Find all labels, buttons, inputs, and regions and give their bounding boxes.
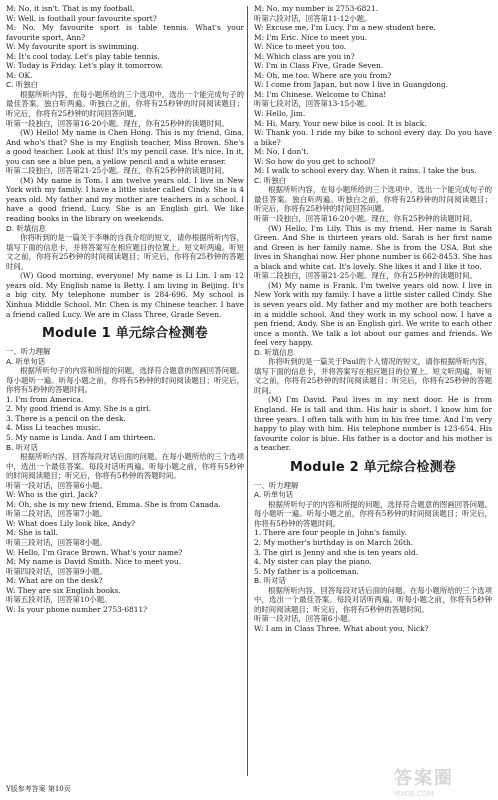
right-bottom-text — [254, 481, 492, 634]
right-top-text — [254, 4, 495, 453]
text-line: W: So how do you get to school? — [254, 156, 375, 166]
text-line: W: My favourite sport is swimming. — [6, 42, 140, 52]
column-divider — [247, 6, 248, 776]
right-column — [254, 4, 495, 633]
text-line: 你将听到的是一篇关于Paul的个人情况的短文，请你根据所听内容，填写下面的信息卡，并将答案写在相应题目的位置上。短文听两遍。听短文之前，你将有25秒钟的时间阅读题目；听完后，你将有25秒钟的答题时间。 — [254, 357, 492, 395]
text-line: M: I'm Eric. Nice to meet you. — [254, 32, 368, 42]
text-line: M: Oh, me too. Where are you from? — [254, 70, 392, 80]
section-heading: B. 听对话 — [254, 576, 286, 586]
text-line: M: I'm Chinese. Welcome to China! — [254, 89, 387, 99]
watermark-text: 答案圈 — [394, 768, 454, 789]
text-line: M: Oh, she is my new friend, Emma. She is from Canada. — [6, 499, 221, 509]
text-line: 根据所听内容，回答每段对话后面的问题。在每小题所给的三个选项中，选出一个最佳答案。每段对话听两遍。听每小题之前，你将有5秒钟的时间阅读题目；听完后，你将有5秒钟的答题时间。 — [6, 452, 244, 481]
section-heading: A. 听单句话 — [254, 490, 294, 500]
text-line: 听第三段对话，回答第8小题。 — [6, 537, 107, 547]
text-line: M: What are on the desk? — [6, 576, 103, 586]
text-line: 你将听到的是一篇关于李琳的自我介绍的短文，请你根据所听内容，填写下面的信息卡，并将答案写在相应题目的位置上。短文听两遍。听短文之前，你将有25秒钟的时间阅读题目；听完后，你将有25秒钟的答题时间。 — [6, 233, 244, 271]
text-line: 3. The girl is Jenny and she is ten years old. — [254, 547, 419, 557]
text-line: 听第六段对话，回答第11-12小题。 — [254, 13, 372, 23]
text-line: 听第四段对话，回答第9小题。 — [6, 566, 107, 576]
text-line: (W) Good morning, everyone! My name is Li Lin. I am 12 years old. My English name is Betty. I am living in Beijing. It's a big city. My telephone number is 284-696. My school is Xinhua Middle School. Mr. Chen is my Chinese teacher. I have a friend called Lucy. We are in Class Three, Grade Seven. — [6, 271, 247, 319]
text-line: (M) I'm David. Paul lives in my next door. He is from England. He is tall and thin. His hair is short. I know him for three years. I often talk with him in his free time. And I'm very happy to play with him. His telephone number is 123-654. His favourite color is blue. His father is a doctor and his mother is a teacher. — [254, 395, 495, 453]
text-line: (M) My name is Tom. I am twelve years old. I live in New York with my family. I have a little sister called Cindy. She is 4 years old. My father and my mother are teachers in a school. I have a good friend, Lucy. She is an English girl. We like reading books in the library on weekends. — [6, 175, 247, 224]
section-heading: 一、听力理解 — [6, 347, 51, 357]
section-heading: A. 听单句话 — [6, 356, 46, 366]
section-heading: D. 听填信息 — [6, 223, 46, 233]
text-line: 听第二段对话，回答第7小题。 — [6, 509, 107, 519]
text-line: 根据所听内容，回答每段对话后面的问题。在每小题所给的三个选项中，选出一个最佳答案。每段对话听两遍。听每小题之前，你将有5秒钟的时间阅读题目；听完后，你将有5秒钟的答题时间。 — [254, 585, 492, 614]
text-line: M: No, my number is 2753-6821. — [254, 4, 379, 13]
watermark-logo — [394, 764, 490, 798]
text-line: (W) Hello! My name is Chen Hong. This is my friend, Gina. And who's that? She is my English teacher, Miss Brown. She's a good teacher. Look at this! It's my pencil case. It's nice. In it, you can see a blue pen, a yellow pencil and a white eraser. — [6, 128, 247, 166]
left-column — [6, 4, 247, 614]
watermark-url: MXQE.COM — [394, 790, 434, 798]
section-heading: C. 听独白 — [254, 175, 287, 185]
page-footer: Y版参考答案 第10页 — [6, 785, 71, 793]
text-line: W: They are six English books. — [6, 585, 121, 595]
text-line: M: It's cool today. Let's play table tennis. — [6, 51, 160, 61]
text-line: W: Nice to meet you too. — [254, 42, 347, 52]
text-line: 根据所听句子的内容和所提的问题，选择符合题意的图画回答问题。每小题听一遍。听每小题之前，你将有5秒钟的时间阅读题目；听完后，你将有5秒钟的答题时间。 — [6, 366, 244, 395]
text-line: 听第二段独白，回答第21-25小题。现在，你有25秒钟的读题时间。 — [6, 166, 229, 176]
text-line: 听第一段对话，回答第6小题。 — [254, 614, 355, 624]
text-line: W: Hello, Jim. — [254, 109, 306, 119]
text-line: 听第五段对话，回答第10小题。 — [6, 595, 112, 605]
text-line: 根据所听内容，在每小题所给的三个选项中，选出一个能完成句子的最佳答案。独白听两遍。听独白之前，你将有25秒钟的时间阅读题目；听完后，你将有25秒钟的时间回答问题。 — [6, 89, 244, 119]
text-line: M: My name is David Smith. Nice to meet you. — [6, 557, 181, 567]
text-line: 1. There are four people in John's family. — [254, 528, 407, 538]
text-line: M: Which class are you in? — [254, 51, 355, 61]
text-line: M: She is tall. — [6, 528, 58, 538]
text-line: 1. I'm from America. — [6, 394, 84, 404]
text-line: W: Thank you. I ride my bike to school every day. Do you have a bike? — [254, 128, 495, 147]
text-line: W: Well, is football your favourite sport? — [6, 13, 157, 23]
text-line: W: Excuse me, I'm Lucy. I'm a new student here. — [254, 23, 436, 33]
module-2-title: Module 2 单元综合检测卷 — [290, 459, 456, 475]
left-bottom-text — [6, 347, 244, 614]
text-line: 听第一段独白，回答第16-20小题。现在，你有25秒钟的读题时间。 — [254, 214, 477, 224]
text-line: 5. My name is Linda. And I am thirteen. — [6, 432, 156, 442]
text-line: 3. There is a pencil on the desk. — [6, 413, 126, 423]
text-line: 根据所听句子的内容和所提的问题，选择符合题意的图画回答问题。每小题听一遍。听每小题之前，你将有5秒钟的时间阅读题目；听完后，你将有5秒钟的答题时间。 — [254, 499, 492, 528]
text-line: 2. My good friend is Amy. She is a girl. — [6, 404, 151, 414]
left-top-text — [6, 4, 247, 319]
text-line: M: Hi, Mary. Your new bike is cool. It is black. — [254, 118, 427, 128]
text-line: W: Today is Friday. Let's play it tomorrow. — [6, 61, 164, 71]
section-heading: D. 听填信息 — [254, 347, 294, 357]
text-line: 听第一段独白，回答第16-20小题。现在，你有25秒钟的读题时间。 — [6, 118, 229, 128]
text-line: W: I'm in Class Five, Grade Seven. — [254, 61, 384, 71]
text-line: (M) My name is Frank. I'm twelve years old now. I live in New York with my family. I have a little sister called Cindy. She is seven years old. My father and my mother are both teachers in a middle school. And they work in my school now. I have a pen friend, Andy. She is an English girl. We write to each other once a month. We talk a lot about our games and friends. We feel very happy. — [254, 280, 495, 348]
text-line: 5. My father is a policeman. — [254, 566, 359, 576]
text-line: 听第一段对话，回答第6小题。 — [6, 480, 107, 490]
section-heading: B. 听对话 — [6, 442, 38, 452]
section-heading: 一、听力理解 — [254, 480, 299, 490]
text-line: M: OK. — [6, 70, 33, 80]
text-line: 根据所听内容，在每小题所给的三个选项中，选出一个能完成句子的最佳答案。独白听两遍。听独白之前，你将有25秒钟的时间阅读题目；听完后，你将有25秒钟的时间回答问题。 — [254, 185, 492, 214]
text-line: 2. My mother's birthday is on March 26th. — [254, 537, 414, 547]
text-line: W: Who is the girl, Jack? — [6, 490, 98, 500]
text-line: 听第二段独白，回答第21-25小题。现在，你有25秒钟的读题时间。 — [254, 271, 477, 281]
text-line: W: I am in Class Three. What about you, Nick? — [254, 623, 429, 633]
text-line: (W) Hello, I'm Lily. This is my friend. Her name is Sarah Green. And She is thirteen years old. Sarah is her first name and Green is her family name. She is from the USA. But she lives in Shanghai now. Her phone number is 662-8453. She has a black and white cat. It's lovely. She likes it and I like it too. — [254, 223, 495, 271]
text-line: M: I walk to school every day. When it rains, I take the bus. — [254, 166, 477, 176]
text-line: W: I come from Japan, but now I live in Guangdong. — [254, 80, 449, 90]
text-line: M: No. My favourite sport is table tennis. What's your favourite sport, Ann? — [6, 23, 247, 42]
section-heading: C. 听独白 — [6, 80, 39, 90]
text-line: W: Hello, I'm Grace Brown. What's your name? — [6, 547, 183, 557]
text-line: W: What does Lily look like, Andy? — [6, 518, 136, 528]
text-line: M: No, it isn't. That is my football. — [6, 4, 135, 13]
text-line: 4. My sister can play the piano. — [254, 557, 372, 567]
text-line: W: Is your phone number 2753-6811? — [6, 604, 148, 614]
module-1-title: Module 1 单元综合检测卷 — [42, 326, 208, 342]
text-line: 4. Miss Li teaches music. — [6, 423, 101, 433]
text-line: 听第七段对话，回答第13-15小题。 — [254, 99, 372, 109]
text-line: M: No, I don't. — [254, 147, 309, 157]
